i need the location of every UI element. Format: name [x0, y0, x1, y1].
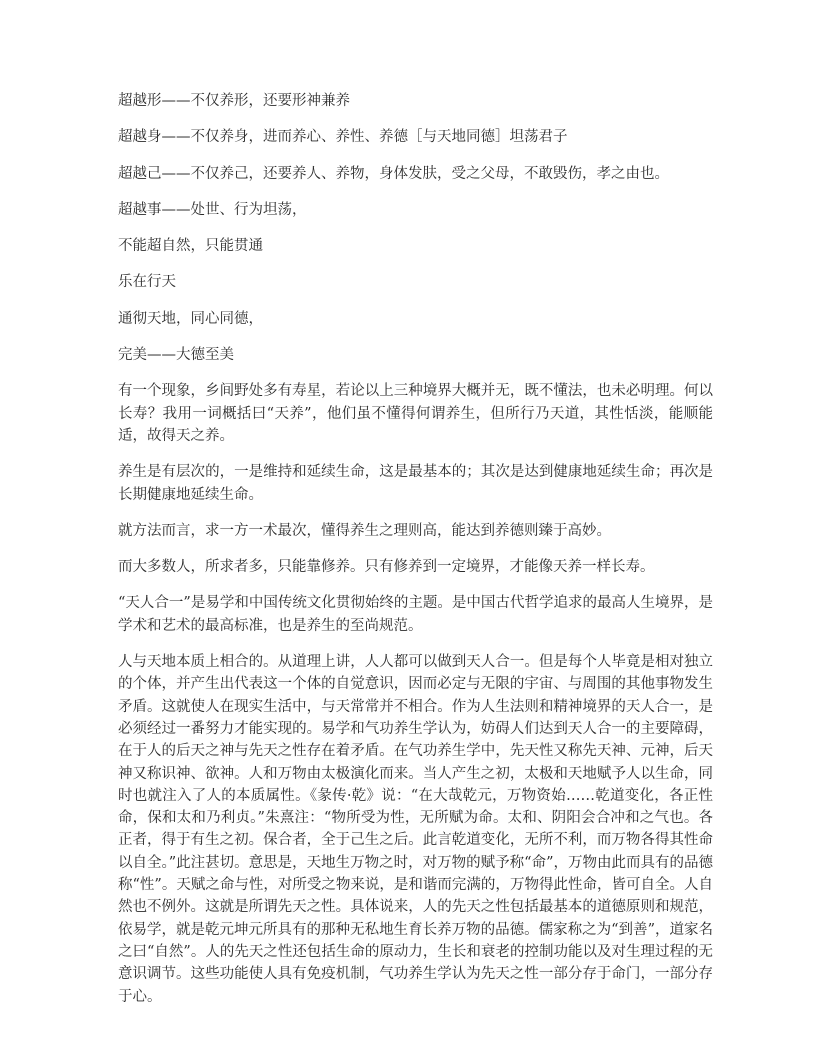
- paragraph: 完美——大德至美: [118, 347, 234, 364]
- paragraph: 养生是有层次的，一是维持和延续生命，这是最基本的；其次是达到健康地延续生命；再次是长期健康地延续生命。: [118, 464, 713, 503]
- paragraph-tianrenheyi-body: 人与天地本质上相合的。从道理上讲，人人都可以做到天人合一。但是每个人毕竟是相对独立的个体，并产生出代表这一个体的自觉意识，因而必定与无限的宇宙、与周围的其他事物发生矛盾。这就使人在现实生活中，与天常常并不相合。作为人生法则和精神境界的天人合一，是必须经过一番努力才能实现的。易学和气功养生学认为，妨碍人们达到天人合一的主要障碍，在于人的后天之神与先天之性存在着矛盾。在气功养生学中，先天性又称先天神、元神，后天神又称识神、欲神。人和万物由太极演化而来。当人产生之初，太极和天地赋予人以生命，同时也就注入了人的本质属性。《彖传·乾》说：“在大哉乾元，万物资始……乾道变化，各正性命，保和太和乃利贞。”朱熹注：“物所受为性，无所赋为命。太和、阴阳会合冲和之气也。各正者，得于有生之初。保合者，全于己生之后。此言乾道变化，无所不利，而万物各得其性命以自全。”此注甚切。意思是，天地生万物之时，对万物的赋予称“命”，万物由此而具有的品德称“性”。天赋之命与性，对所受之物来说，是和谐而完满的，万物得此性命，皆可自全。人自然也不例外。这就是所谓先天之性。具体说来，人的先天之性包括最基本的道德原则和规范，依易学，就是乾元坤元所具有的那种无私地生育长养万物的品德。儒家称之为“到善”，道家名之曰“自然”。人的先天之性还包括生命的原动力，生长和衰老的控制功能以及对生理过程的无意识调节。这些功能使人具有免疫机制，气功养生学认为先天之性一部分存于命门，一部分存于心。: [118, 654, 713, 1005]
- paragraph: 就方法而言，求一方一术最次，懂得养生之理则高，能达到养德则臻于高妙。: [118, 522, 611, 539]
- paragraph: 有一个现象，乡间野处多有寿星，若论以上三种境界大概并无，既不懂法，也未必明理。何以长寿？我用一词概括曰“天养”，他们虽不懂得何谓养生，但所行乃天道，其性恬淡，能顺能适，故得天之养。: [118, 383, 713, 444]
- paragraph: 不能超自然，只能贯通: [118, 238, 263, 255]
- paragraph: 而大多数人，所求者多，只能靠修养。只有修养到一定境界，才能像天养一样长寿。: [118, 559, 655, 576]
- paragraph: “天人合一”是易学和中国传统文化贯彻始终的主题。是中国古代哲学追求的最高人生境界，是学术和艺术的最高标准，也是养生的至尚规范。: [118, 595, 713, 634]
- paragraph: 乐在行天: [118, 274, 176, 291]
- paragraph-chaoyue-xing: 超越形——不仅养形，还要形神兼养: [118, 93, 350, 109]
- paragraph-chaoyue-shi: 超越事——处世、行为坦荡，: [118, 201, 307, 218]
- paragraph-chaoyue-shen: 超越身——不仅养身，进而养心、养性、养德［与天地同德］坦荡君子: [118, 129, 568, 146]
- paragraph-chaoyue-ji: 超越己——不仅养己，还要养人、养物，身体发肤，受之父母，不敢毁伤，孝之由也。: [118, 165, 669, 182]
- paragraph: 通彻天地，同心同德，: [118, 310, 263, 327]
